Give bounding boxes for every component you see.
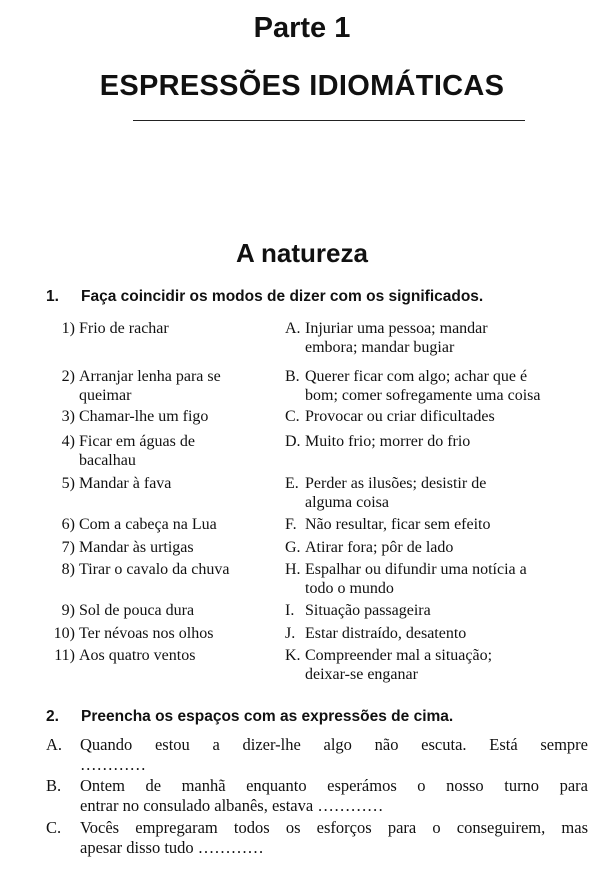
meaning-text-cont: embora; mandar bugiar (305, 338, 455, 356)
meaning-text: Situação passageira (305, 602, 431, 619)
expression-number: 10) (53, 625, 75, 642)
meaning-letter: G. (285, 539, 301, 556)
meaning-letter: K. (285, 647, 301, 664)
expression-item (61, 408, 209, 427)
expression-item (61, 475, 172, 494)
meaning-text: Perder as ilusões; desistir de (305, 475, 487, 492)
sentence-letter: C. (46, 818, 62, 837)
section-title: A natureza (236, 238, 368, 268)
meaning-item (285, 433, 585, 452)
expression-number: 3) (61, 408, 75, 425)
meaning-item (285, 475, 585, 512)
meaning-item (285, 625, 585, 644)
meaning-text: Espalhar ou difundir uma notícia a (305, 561, 527, 578)
expression-number: 4) (61, 433, 75, 450)
expression-text: Ter névoas nos olhos (79, 625, 214, 642)
expression-text: Chamar-lhe um figo (79, 408, 209, 425)
sentence-item (46, 776, 591, 818)
sentence-letter: B. (46, 776, 62, 795)
expression-number: 2) (61, 368, 75, 385)
expression-item (61, 516, 217, 535)
meaning-text-cont: todo o mundo (305, 579, 394, 597)
meaning-text-cont: alguma coisa (305, 493, 389, 511)
meaning-letter: E. (285, 475, 299, 492)
meaning-letter: D. (285, 433, 301, 450)
meaning-letter: H. (285, 561, 301, 578)
meaning-text: Não resultar, ficar sem efeito (305, 516, 491, 533)
meaning-item (285, 561, 585, 598)
meaning-item (285, 320, 585, 357)
meaning-text: Provocar ou criar dificultades (305, 408, 495, 425)
expression-number: 9) (61, 602, 75, 619)
expression-item (61, 602, 195, 621)
meaning-letter: F. (285, 516, 297, 533)
meaning-text: Atirar fora; pôr de lado (305, 539, 454, 556)
exercise-1-heading (46, 288, 586, 308)
meaning-letter: C. (285, 408, 300, 425)
title-divider (133, 120, 525, 121)
meaning-item (285, 408, 585, 427)
sentence-letter: A. (46, 735, 63, 754)
sentence-text: Vocês empregaram todos os esforços para o conseguirem, mas (80, 818, 588, 837)
expression-text: Tirar o cavalo da chuva (79, 561, 230, 578)
meaning-text-cont: bom; comer sofregamente uma coisa (305, 386, 541, 404)
meaning-item (285, 516, 585, 535)
expression-number: 11) (54, 647, 75, 664)
expression-text-cont: bacalhau (79, 451, 136, 469)
expression-item (61, 320, 169, 339)
expression-text: Aos quatro ventos (79, 647, 196, 664)
exercise-1-number: 1. (46, 288, 59, 305)
expression-item (53, 625, 214, 644)
expression-number: 7) (61, 539, 75, 556)
expression-number: 5) (61, 475, 75, 492)
meaning-item (285, 647, 585, 684)
meaning-item (285, 602, 585, 621)
expression-number: 8) (61, 561, 75, 578)
expression-item (61, 539, 194, 558)
expression-item (54, 647, 196, 666)
sentence-blank: ………… (80, 755, 146, 774)
meaning-text: Injuriar uma pessoa; mandar (305, 320, 488, 337)
exercise-2-instruction: Preencha os espaços com as expressões de cima. (81, 708, 454, 725)
expression-item (61, 561, 230, 580)
sentence-text: Ontem de manhã enquanto esperámos o nosso turno para (80, 776, 588, 795)
expression-text: Ficar em águas de (79, 433, 195, 450)
sentence-text: Quando estou a dizer-lhe algo não escuta. Está sempre (80, 735, 588, 754)
meaning-text: Estar distraído, desatento (305, 625, 467, 642)
expression-text: Mandar à fava (79, 475, 172, 492)
expression-text: Sol de pouca dura (79, 602, 195, 619)
sentence-text-cont: apesar disso tudo ………… (80, 838, 264, 857)
exercise-2-number: 2. (46, 708, 59, 725)
expression-item (61, 433, 195, 470)
page-title: ESPRESSÕES IDIOMÁTICAS (99, 70, 505, 102)
meaning-letter: J. (285, 625, 296, 642)
meaning-text: Muito frio; morrer do frio (305, 433, 471, 450)
expression-text: Mandar às urtigas (79, 539, 194, 556)
part-title: Parte 1 (253, 12, 351, 44)
expression-text: Com a cabeça na Lua (79, 516, 217, 533)
meaning-item (285, 539, 585, 558)
expression-item (61, 368, 221, 405)
exercise-1-instruction: Faça coincidir os modos de dizer com os significados. (81, 288, 484, 305)
expression-text-cont: queimar (79, 386, 132, 404)
meaning-item (285, 368, 585, 405)
sentence-item (46, 818, 591, 860)
exercise-2-heading (46, 708, 586, 728)
expression-text: Frio de rachar (79, 320, 169, 337)
meaning-text: Querer ficar com algo; achar que é (305, 368, 528, 385)
sentence-item (46, 735, 591, 777)
meaning-letter: I. (285, 602, 295, 619)
sentence-text-cont: entrar no consulado albanês, estava ………… (80, 796, 384, 815)
meaning-letter: A. (285, 320, 301, 337)
meaning-letter: B. (285, 368, 300, 385)
expression-number: 1) (61, 320, 75, 337)
meaning-text: Compreender mal a situação; (305, 647, 493, 664)
expression-text: Arranjar lenha para se (79, 368, 221, 385)
expression-number: 6) (61, 516, 75, 533)
meaning-text-cont: deixar-se enganar (305, 665, 418, 683)
